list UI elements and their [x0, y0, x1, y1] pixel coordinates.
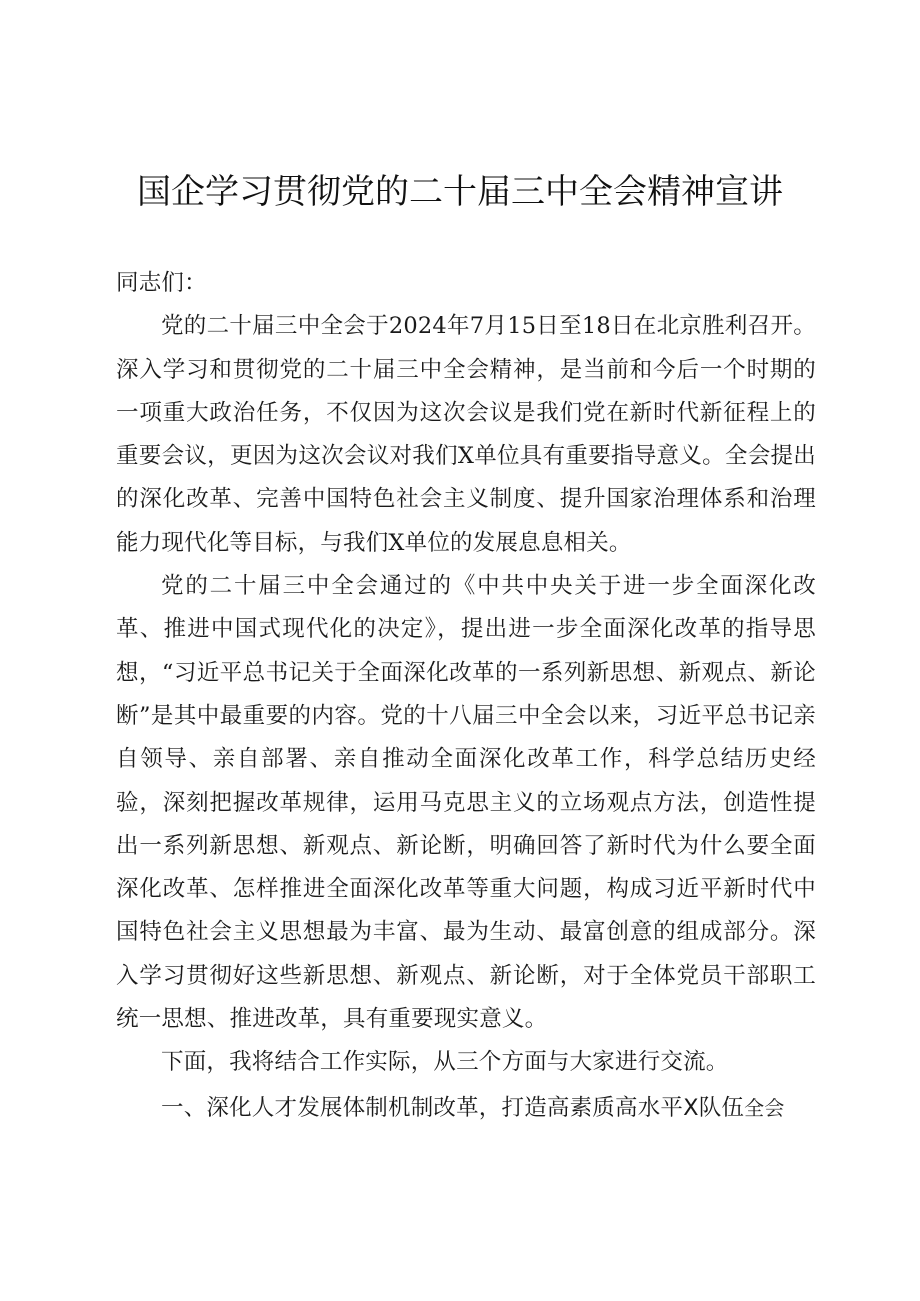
section-heading-tail: 全会	[744, 1095, 785, 1120]
document-body	[116, 262, 816, 1130]
paragraph-opening: 党的二十届三中全会于2024年7月15日至18日在北京胜利召开。深入学习和贯彻党的二十届三中全会精神，是当前和今后一个时期的一项重大政治任务，不仅因为这次会议是我们党在新时代新征程上的重要会议，更因为这次会议对我们X单位具有重要指导意义。全会提出的深化改革、完善中国特色社会主义制度、提升国家治理体系和治理能力现代化等目标，与我们X单位的发展息息相关。	[116, 313, 816, 556]
section-heading-text: 一、深化人才发展体制机制改革，打造高素质高水平X队伍	[161, 1094, 745, 1121]
paragraph-decision: 党的二十届三中全会通过的《中共中央关于进一步全面深化改革、推进中国式现代化的决定》，提出进一步全面深化改革的指导思想，“习近平总书记关于全面深化改革的一系列新思想、新观点、新论断”是其中最重要的内容。党的十八届三中全会以来，习近平总书记亲自领导、亲自部署、亲自推动全面深化改革工作，科学总结历史经验，深刻把握改革规律，运用马克思主义的立场观点方法，创造性提出一系列新思想、新观点、新论断，明确回答了新时代为什么要全面深化改革、怎样推进全面深化改革等重大问题，构成习近平新时代中国特色社会主义思想最为丰富、最为生动、最富创意的组成部分。深入学习贯彻好这些新思想、新观点、新论断，对于全体党员干部职工统一思想、推进改革，具有重要现实意义。	[116, 573, 816, 1033]
document-title: 国企学习贯彻党的二十届三中全会精神宣讲	[137, 172, 783, 212]
salutation: 同志们：	[116, 270, 207, 296]
section-heading-1	[116, 1087, 816, 1130]
paragraph-transition: 下面，我将结合工作实际，从三个方面与大家进行交流。	[161, 1049, 729, 1076]
